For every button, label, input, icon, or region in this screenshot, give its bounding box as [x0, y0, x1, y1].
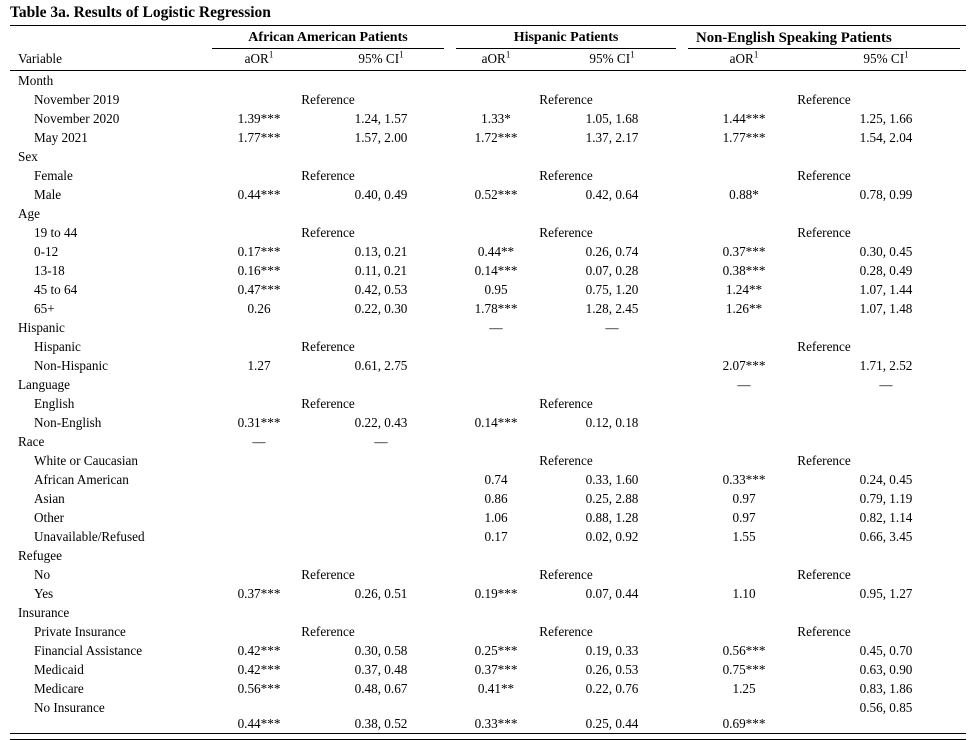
ci-value: 0.42, 0.53 — [354, 281, 408, 297]
section-row — [10, 147, 966, 166]
variable-label: Hispanic — [34, 338, 81, 354]
section-row — [10, 375, 966, 394]
reference-cell: Reference — [539, 452, 593, 468]
group-header-row — [10, 26, 966, 49]
ci-value: 1.28, 2.45 — [585, 300, 639, 316]
aor-value: 0.75*** — [722, 661, 766, 677]
empty-cell — [206, 489, 450, 508]
aor-value: 0.88* — [729, 186, 759, 202]
empty-cell — [450, 71, 682, 90]
variable-label: 0-12 — [34, 243, 59, 259]
data-row — [10, 185, 966, 204]
ci-value: 0.26, 0.53 — [585, 661, 639, 677]
ci-value: 0.11, 0.21 — [354, 262, 408, 278]
ci-value: 0.13, 0.21 — [354, 243, 408, 259]
aor-value: 0.14*** — [474, 414, 518, 430]
ci-value: 1.57, 2.00 — [354, 129, 408, 145]
aor-value: 2.07*** — [722, 357, 766, 373]
aor-value: 1.55 — [732, 528, 756, 544]
empty-cell — [682, 147, 966, 166]
aor-value: 0.37*** — [722, 243, 766, 259]
ci-value: 0.22, 0.43 — [354, 414, 408, 430]
table-body — [10, 71, 966, 734]
variable-header: Variable — [10, 49, 206, 71]
section-label: Race — [18, 433, 45, 449]
data-row — [10, 109, 966, 128]
empty-cell — [450, 204, 682, 223]
empty-cell — [682, 413, 966, 432]
data-row — [10, 698, 966, 734]
reference-cell: Reference — [797, 167, 851, 183]
variable-label: Non-English — [34, 414, 102, 430]
variable-label: Financial Assistance — [34, 642, 143, 658]
variable-label: Other — [34, 509, 65, 525]
data-row — [10, 90, 966, 109]
empty-cell — [206, 451, 450, 470]
ci-value: 0.79, 1.19 — [859, 490, 913, 506]
aor-value: 0.25*** — [474, 642, 518, 658]
aor-value: 0.95 — [484, 281, 508, 297]
aor-value: 1.26** — [725, 300, 763, 316]
not-applicable-dash: — — [605, 319, 619, 335]
data-row — [10, 223, 966, 242]
aor-value: 0.56*** — [237, 680, 281, 696]
footnote-mark: 1 — [268, 49, 274, 60]
empty-cell — [206, 527, 450, 546]
reference-cell: Reference — [797, 224, 851, 240]
ci-value: 1.54, 2.04 — [859, 129, 913, 145]
ci-value: 0.02, 0.92 — [585, 528, 639, 544]
table-title: Table 3a. Results of Logistic Regression — [10, 3, 966, 26]
aor-value: 1.77*** — [722, 129, 766, 145]
aor-value: 1.78*** — [474, 300, 518, 316]
section-label: Sex — [18, 148, 38, 164]
table-header — [10, 26, 966, 71]
aor-value: 0.56*** — [722, 642, 766, 658]
reference-cell: Reference — [301, 395, 355, 411]
aor-header: aOR$^1$ — [450, 49, 542, 71]
reference-cell: Reference — [797, 566, 851, 582]
ci-value: 0.22, 0.30 — [354, 300, 408, 316]
footnote-mark: 1 — [630, 49, 635, 60]
aor-value: 1.25 — [732, 680, 756, 696]
reference-cell: Reference — [797, 91, 851, 107]
ci-value: 0.45, 0.70 — [859, 642, 913, 658]
ci-value: 0.56, 0.85 — [859, 699, 913, 715]
empty-cell — [450, 356, 682, 375]
data-row — [10, 280, 966, 299]
reference-cell: Reference — [539, 566, 593, 582]
variable-label: Female — [34, 167, 73, 183]
column-group-hispanic: Hispanic Patients — [456, 29, 676, 49]
reference-cell: Reference — [797, 452, 851, 468]
data-row — [10, 470, 966, 489]
empty-cell — [450, 432, 682, 451]
footnote-mark: 1 — [399, 49, 404, 60]
variable-label: Medicaid — [34, 661, 84, 677]
ci-value: 1.37, 2.17 — [585, 129, 639, 145]
aor-value: 1.10 — [732, 585, 756, 601]
aor-value: 0.16*** — [237, 262, 281, 278]
footnote-mark: 1 — [753, 49, 759, 60]
variable-label: No Insurance — [34, 699, 105, 715]
aor-value: 0.44** — [477, 243, 515, 259]
data-row — [10, 660, 966, 679]
aor-header: aOR$^1$ — [682, 49, 806, 71]
subheader-row — [10, 49, 966, 71]
reference-cell: Reference — [539, 224, 593, 240]
group-header-spacer — [10, 26, 206, 49]
table-bottom-rule — [10, 734, 966, 740]
ci-header: 95% $CI^1$ — [312, 49, 450, 71]
variable-label: Non-Hispanic — [34, 357, 108, 373]
reference-cell: Reference — [797, 623, 851, 639]
reference-cell: Reference — [539, 395, 593, 411]
variable-label: 45 to 64 — [34, 281, 78, 297]
variable-label: Male — [34, 186, 62, 202]
data-row — [10, 679, 966, 698]
aor-value: 0.38*** — [722, 262, 766, 278]
column-group-african-american: African American Patients — [212, 29, 444, 49]
aor-value: 0.97 — [732, 490, 756, 506]
variable-label: White or Caucasian — [34, 452, 138, 468]
aor-header: aOR$^1$ — [206, 49, 312, 71]
variable-label: 65+ — [34, 300, 55, 316]
aor-value: 0.74 — [484, 471, 508, 487]
empty-cell — [206, 71, 450, 90]
aor-value: 0.33*** — [722, 471, 766, 487]
aor-value: 1.06 — [484, 509, 508, 525]
logistic-regression-table — [10, 26, 966, 734]
ci-value: 0.48, 0.67 — [354, 680, 408, 696]
ci-value: 0.22, 0.76 — [585, 680, 639, 696]
ci-value: 0.19, 0.33 — [585, 642, 639, 658]
aor-value: 0.41** — [477, 680, 515, 696]
variable-label: May 2021 — [34, 129, 88, 145]
aor-value: 0.33*** — [474, 716, 518, 731]
section-row — [10, 432, 966, 451]
reference-cell: Reference — [301, 91, 355, 107]
variable-label: November 2019 — [34, 91, 120, 107]
ci-value: 0.24, 0.45 — [859, 471, 913, 487]
section-label: Month — [18, 72, 54, 88]
not-applicable-dash: — — [252, 433, 266, 449]
aor-value: 0.37*** — [237, 585, 281, 601]
ci-value: 0.26, 0.51 — [354, 585, 408, 601]
aor-value: 0.42*** — [237, 642, 281, 658]
section-label: Language — [18, 376, 70, 392]
empty-cell — [682, 603, 966, 622]
reference-cell: Reference — [301, 224, 355, 240]
ci-value: 0.12, 0.18 — [585, 414, 639, 430]
aor-value: 0.26 — [247, 300, 271, 316]
ci-value: 0.07, 0.44 — [585, 585, 639, 601]
ci-value: 0.82, 1.14 — [859, 509, 913, 525]
empty-cell — [206, 147, 450, 166]
reference-cell: Reference — [301, 566, 355, 582]
empty-cell — [206, 318, 450, 337]
empty-cell — [206, 470, 450, 489]
ci-value: 0.75, 1.20 — [585, 281, 639, 297]
section-row — [10, 71, 966, 90]
data-row — [10, 299, 966, 318]
section-row — [10, 603, 966, 622]
aor-value: 0.37*** — [474, 661, 518, 677]
ci-header: 95% $CI^1$ — [542, 49, 682, 71]
variable-label: Private Insurance — [34, 623, 126, 639]
empty-cell — [450, 147, 682, 166]
column-group-non-english: Non-English Speaking Patients — [688, 29, 960, 49]
ci-value: 1.24, 1.57 — [354, 110, 408, 126]
aor-value: 0.19*** — [474, 585, 518, 601]
aor-value: 0.42*** — [237, 661, 281, 677]
ci-value: 0.07, 0.28 — [585, 262, 639, 278]
data-row — [10, 641, 966, 660]
ci-value: 0.30, 0.58 — [354, 642, 408, 658]
data-row — [10, 584, 966, 603]
empty-cell — [206, 603, 450, 622]
section-label: Hispanic — [18, 319, 65, 335]
aor-value: 0.17 — [484, 528, 508, 544]
empty-cell — [206, 508, 450, 527]
empty-cell — [682, 546, 966, 565]
ci-value: 0.88, 1.28 — [585, 509, 639, 525]
data-row — [10, 128, 966, 147]
ci-value: 1.07, 1.48 — [859, 300, 913, 316]
data-row — [10, 622, 966, 641]
section-label: Refugee — [18, 547, 62, 563]
ci-value: 0.33, 1.60 — [585, 471, 639, 487]
empty-cell — [682, 394, 966, 413]
section-row — [10, 546, 966, 565]
variable-label: Yes — [34, 585, 54, 601]
empty-cell — [682, 71, 966, 90]
aor-value: 0.97 — [732, 509, 756, 525]
reference-cell: Reference — [539, 167, 593, 183]
ci-value: 0.28, 0.49 — [859, 262, 913, 278]
reference-cell: Reference — [797, 338, 851, 354]
data-row — [10, 413, 966, 432]
data-row — [10, 337, 966, 356]
variable-label: African American — [34, 471, 129, 487]
variable-label: Medicare — [34, 680, 84, 696]
ci-value: 0.78, 0.99 — [859, 186, 913, 202]
ci-value: 0.25, 0.44 — [585, 716, 639, 731]
reference-cell: Reference — [301, 338, 355, 354]
ci-value: 1.07, 1.44 — [859, 281, 913, 297]
variable-label: No — [34, 566, 51, 582]
ci-value: 0.63, 0.90 — [859, 661, 913, 677]
aor-value: 0.14*** — [474, 262, 518, 278]
ci-value: 0.83, 1.86 — [859, 680, 913, 696]
variable-label: 19 to 44 — [34, 224, 78, 240]
variable-label: Asian — [34, 490, 65, 506]
data-row — [10, 261, 966, 280]
aor-value: 1.77*** — [237, 129, 281, 145]
ci-value: 1.05, 1.68 — [585, 110, 639, 126]
aor-value: 0.52*** — [474, 186, 518, 202]
empty-cell — [206, 375, 450, 394]
aor-value: 0.86 — [484, 490, 508, 506]
aor-value: 1.72*** — [474, 129, 518, 145]
empty-cell — [450, 337, 682, 356]
footnote-mark: 1 — [904, 49, 909, 60]
aor-value: 1.27 — [247, 357, 271, 373]
data-row — [10, 242, 966, 261]
aor-value: 1.24** — [725, 281, 763, 297]
ci-value: 0.66, 3.45 — [859, 528, 913, 544]
data-row — [10, 451, 966, 470]
data-row — [10, 166, 966, 185]
aor-value: 0.31*** — [237, 414, 281, 430]
ci-value: 0.37, 0.48 — [354, 661, 408, 677]
not-applicable-dash: — — [879, 376, 893, 392]
not-applicable-dash: — — [374, 433, 388, 449]
data-row — [10, 508, 966, 527]
ci-value: 0.40, 0.49 — [354, 186, 408, 202]
data-row — [10, 565, 966, 584]
ci-value: 0.26, 0.74 — [585, 243, 639, 259]
empty-cell — [682, 204, 966, 223]
data-row — [10, 394, 966, 413]
empty-cell — [450, 546, 682, 565]
ci-header: 95% $CI^1$ — [806, 49, 966, 71]
reference-cell: Reference — [539, 623, 593, 639]
empty-cell — [682, 432, 966, 451]
section-row — [10, 318, 966, 337]
aor-value: 0.44*** — [237, 716, 281, 731]
variable-label: 13-18 — [34, 262, 65, 278]
aor-value: 1.44*** — [722, 110, 766, 126]
ci-value: 0.61, 2.75 — [354, 357, 408, 373]
not-applicable-dash: — — [489, 319, 503, 335]
aor-value: 0.69*** — [722, 716, 766, 731]
ci-value: 0.95, 1.27 — [859, 585, 913, 601]
ci-value: 0.42, 0.64 — [585, 186, 639, 202]
aor-value: 0.17*** — [237, 243, 281, 259]
ci-value: 1.25, 1.66 — [859, 110, 913, 126]
ci-value: 1.71, 2.52 — [859, 357, 913, 373]
data-row — [10, 489, 966, 508]
empty-cell — [206, 546, 450, 565]
ci-value: 0.38, 0.52 — [354, 716, 408, 731]
aor-value: 1.33* — [481, 110, 511, 126]
section-label: Age — [18, 205, 40, 221]
empty-cell — [450, 375, 682, 394]
data-row — [10, 527, 966, 546]
ci-value: 0.25, 2.88 — [585, 490, 639, 506]
empty-cell — [450, 603, 682, 622]
empty-cell — [206, 204, 450, 223]
footnote-mark: 1 — [505, 49, 511, 60]
empty-cell — [682, 318, 966, 337]
variable-label: November 2020 — [34, 110, 120, 126]
section-label: Insurance — [18, 604, 70, 620]
aor-value: 1.39*** — [237, 110, 281, 126]
reference-cell: Reference — [301, 167, 355, 183]
variable-label: English — [34, 395, 75, 411]
aor-value: 0.47*** — [237, 281, 281, 297]
variable-label: Unavailable/Refused — [34, 528, 145, 544]
section-row — [10, 204, 966, 223]
aor-value: 0.44*** — [237, 186, 281, 202]
ci-value: 0.30, 0.45 — [859, 243, 913, 259]
not-applicable-dash: — — [737, 376, 751, 392]
reference-cell: Reference — [539, 91, 593, 107]
reference-cell: Reference — [301, 623, 355, 639]
data-row — [10, 356, 966, 375]
